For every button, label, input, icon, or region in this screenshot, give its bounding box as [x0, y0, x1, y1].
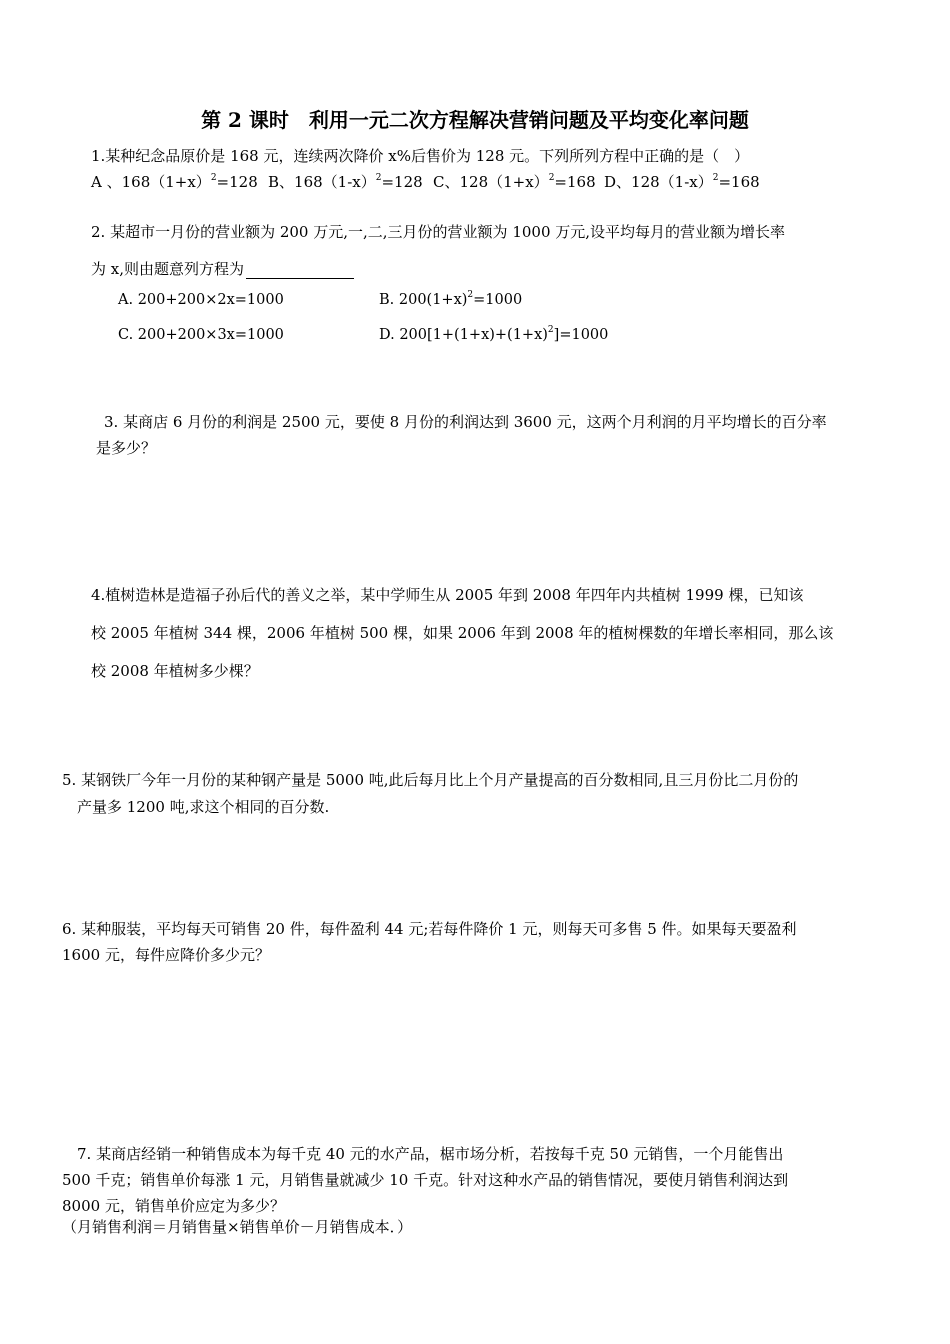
- q7-note: （月销售利润＝月销售量×销售单价－月销售成本．）: [62, 1218, 413, 1236]
- q6-line-2: 1600 元，每件应降价多少元？: [62, 946, 270, 964]
- q2-line-2: 为 x,则由题意列方程为: [91, 258, 354, 279]
- q4-line-2: 校 2005 年植树 344 棵，2006 年植树 500 棵，如果 2006 年到 2008 年的植树棵数的年增长率相同，那么该: [91, 624, 834, 642]
- q3-line-2: 是多少？: [96, 439, 157, 457]
- answer-blank[interactable]: [246, 262, 354, 279]
- q6-line-1: 6. 某种服装，平均每天可销售 20 件，每件盈利 44 元;若每件降价 1 元，则每天可多售 5 件。如果每天要盈利: [62, 920, 797, 938]
- q2-line-1: 2. 某超市一月份的营业额为 200 万元,一,二,三月份的营业额为 1000 万元,设平均每月的营业额为增长率: [91, 223, 786, 241]
- q1-stem: 1.某种纪念品原价是 168 元，连续两次降价 x%后售价为 128 元。下列所列方程中正确的是（ ）: [91, 147, 750, 165]
- q2-option-b: B. $200(1+x)^2=1000$: [379, 290, 523, 308]
- q2-option-d: D. $200[1+(1+x)+(1+x)^2]=1000$: [379, 325, 609, 343]
- q5-line-1: 5. 某钢铁厂今年一月份的某种钢产量是 5000 吨,此后每月比上个月产量提高的百分数相同,且三月份比二月份的: [62, 771, 799, 789]
- q5-line-2: 产量多 1200 吨,求这个相同的百分数.: [77, 798, 330, 816]
- q7-line-2: 500 千克；销售单价每涨 1 元，月销售量就减少 10 千克。针对这种水产品的销售情况，要使月销售利润达到: [62, 1171, 789, 1189]
- q1-option-c: C、$128(1+x)^2=168$: [433, 173, 596, 191]
- q1-option-a: A 、$168(1+x)^2=128$: [91, 173, 258, 191]
- q2-option-a: A. 200+200×2x=1000: [118, 292, 284, 308]
- q1-option-d: D、$128(1-x)^2=168$: [604, 173, 760, 191]
- q4-line-3: 校 2008 年植树多少棵？: [91, 662, 259, 680]
- q7-line-3: 8000 元，销售单价应定为多少？: [62, 1197, 285, 1215]
- q3-line-1: 3. 某商店 6 月份的利润是 2500 元，要使 8 月份的利润达到 3600 元，这两个月利润的月平均增长的百分率: [104, 413, 827, 431]
- q1-option-b: B、$168(1-x)^2=128$: [268, 173, 423, 191]
- page-title: 第 2 课时 利用一元二次方程解决营销问题及平均变化率问题: [201, 108, 749, 132]
- q4-line-1: 4.植树造林是造福子孙后代的善义之举，某中学师生从 2005 年到 2008 年四年内共植树 1999 棵，已知该: [91, 586, 804, 604]
- q2-option-c: C. 200+200×3x=1000: [118, 327, 284, 343]
- q7-line-1: 7. 某商店经销一种销售成本为每千克 40 元的水产品，椐市场分析，若按每千克 50 元销售，一个月能售出: [77, 1145, 784, 1163]
